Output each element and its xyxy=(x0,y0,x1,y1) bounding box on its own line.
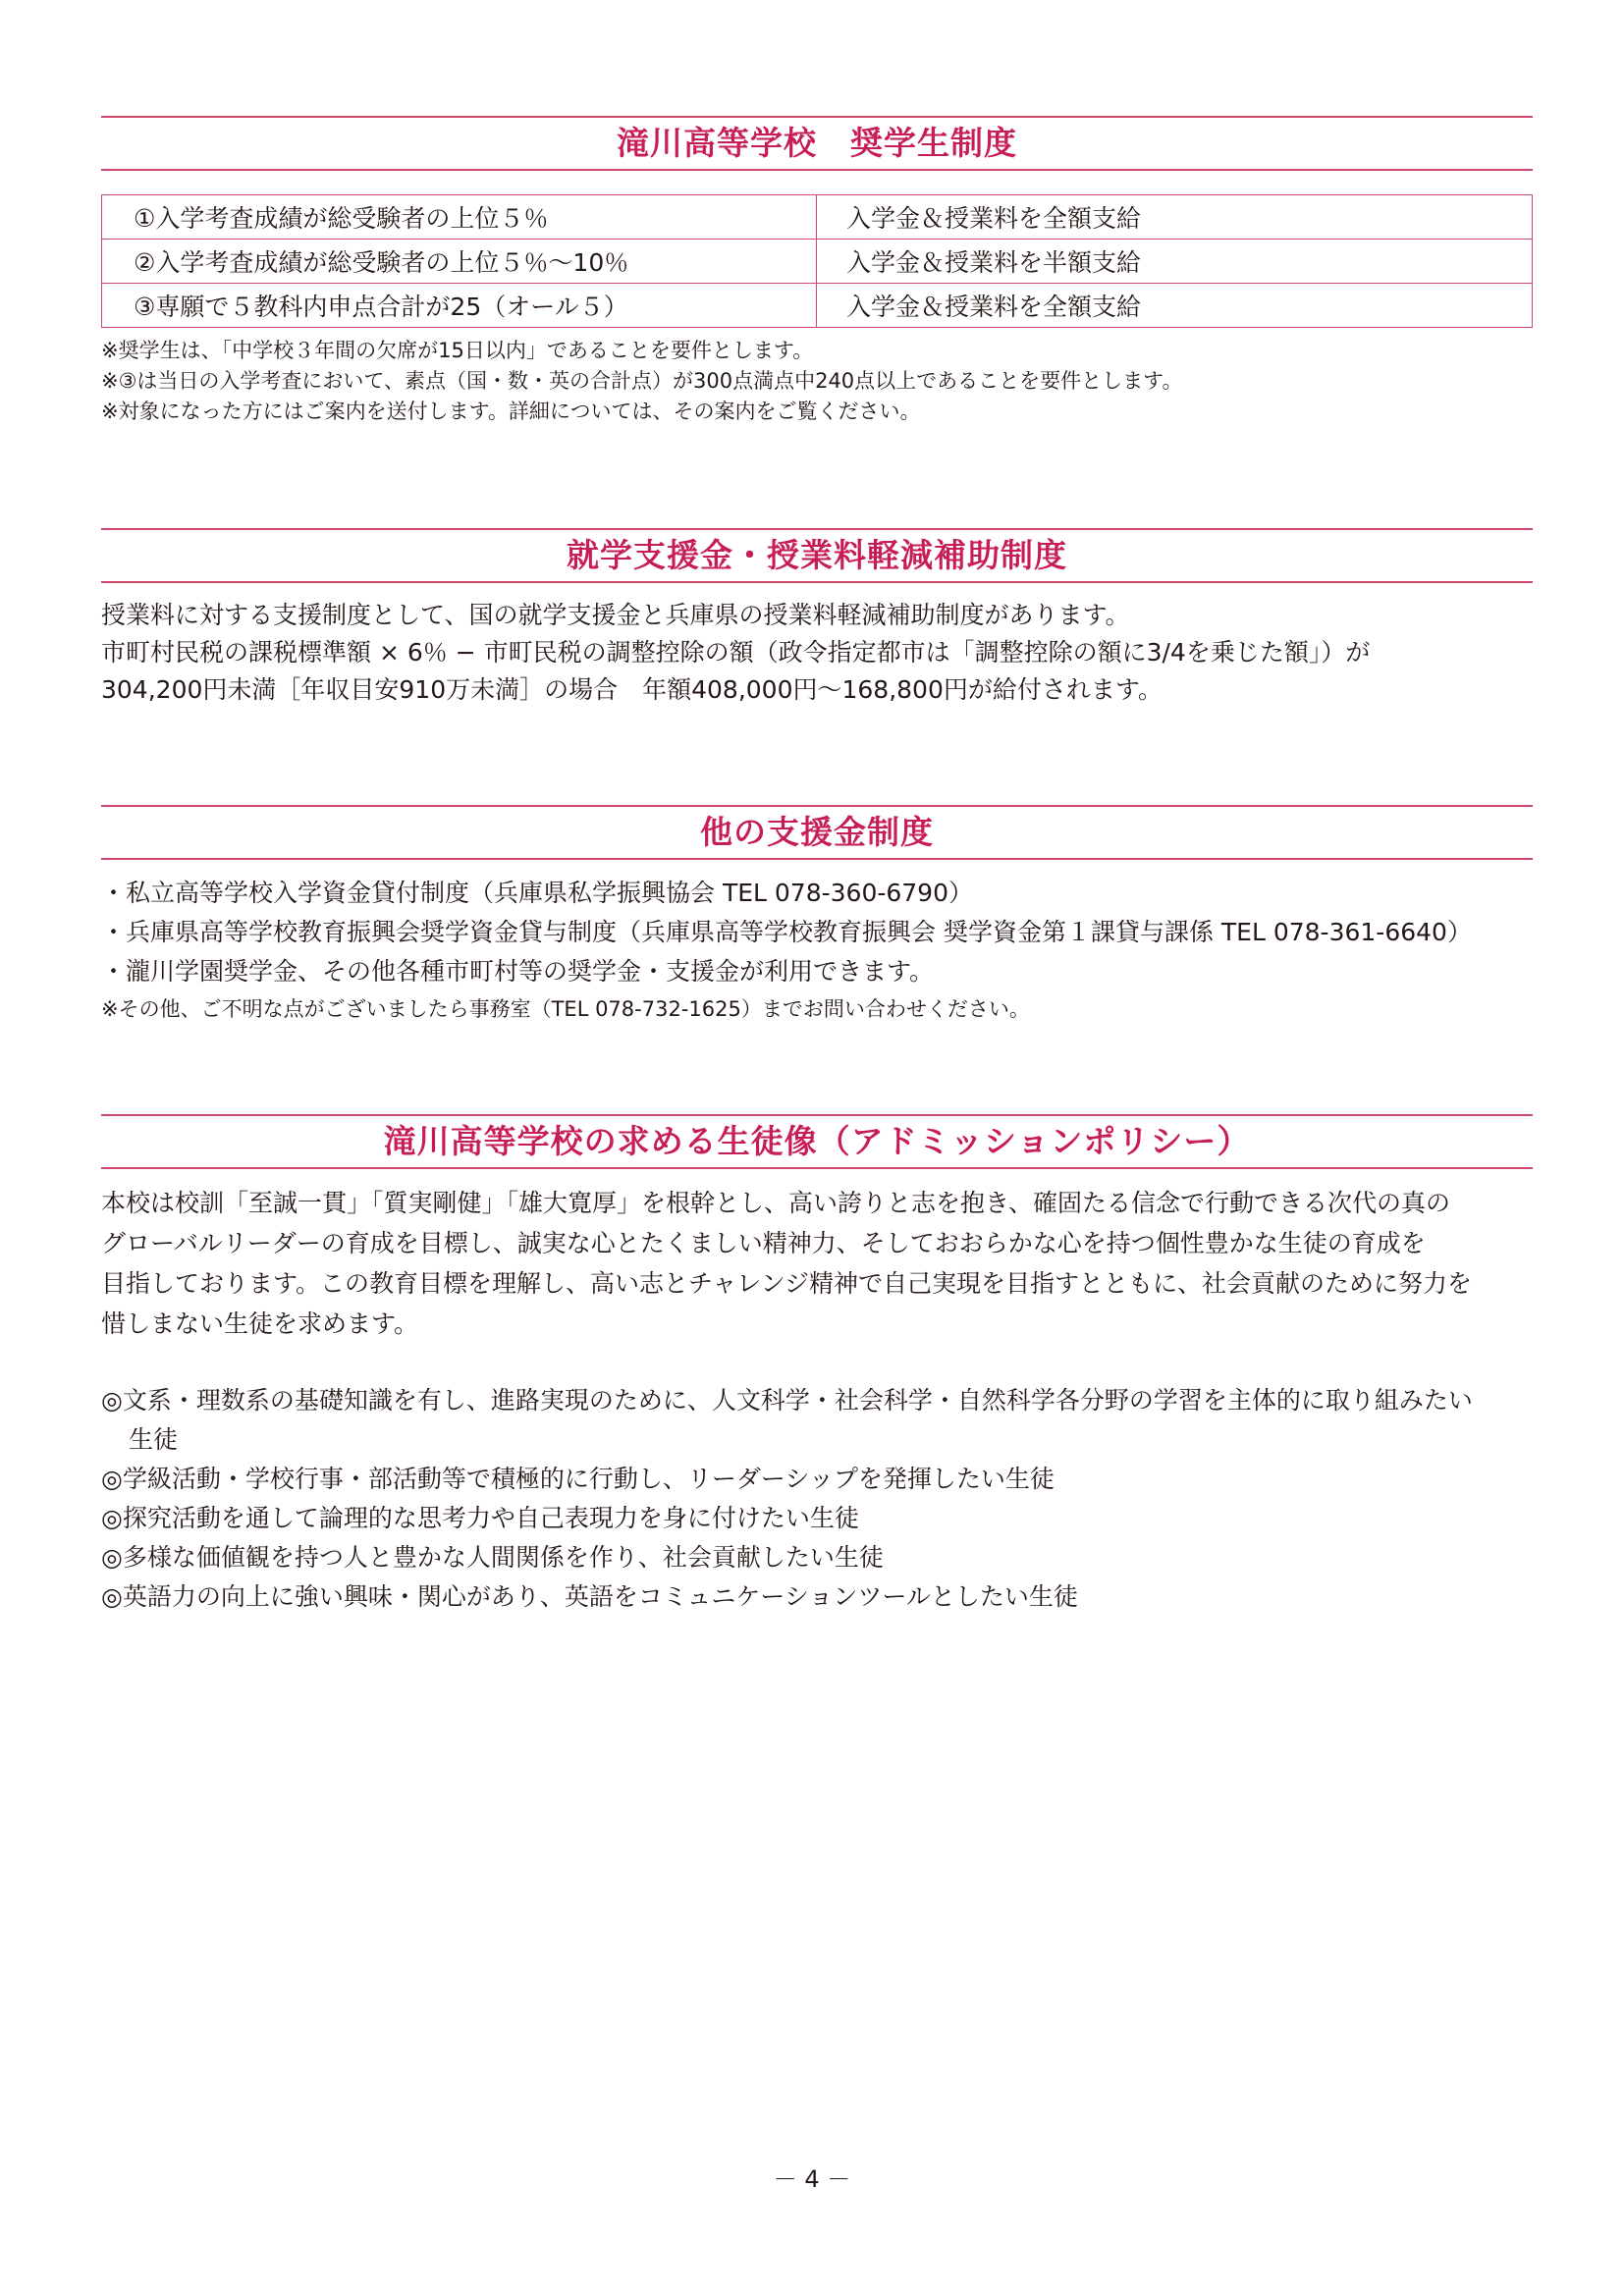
scholarship-note: ※奨学生は、「中学校３年間の欠席が15日以内」であることを要件とします。 xyxy=(101,339,814,362)
policy-item: ◎文系・理数系の基礎知識を有し、進路実現のために、人文科学・社会科学・自然科学各分野の学習を主体的に取り組みたい xyxy=(101,1386,1473,1415)
scholarship-note: ※対象になった方にはご案内を送付します。詳細については、その案内をご覧ください。 xyxy=(101,400,921,423)
scholarship-condition: ①入学考査成績が総受験者の上位５％ xyxy=(102,195,817,240)
policy-item: ◎学級活動・学校行事・部活動等で積極的に行動し、リーダーシップを発揮したい生徒 xyxy=(101,1465,1055,1493)
support-section xyxy=(101,528,1533,709)
policy-item: ◎探究活動を通して論理的な思考力や自己表現力を身に付けたい生徒 xyxy=(101,1504,859,1532)
table-row xyxy=(102,195,1533,240)
policy-item: ◎多様な価値観を持つ人と豊かな人間関係を作り、社会貢献したい生徒 xyxy=(101,1543,884,1572)
scholarship-condition: ②入学考査成績が総受験者の上位５％～10％ xyxy=(102,240,817,284)
support-line: 授業料に対する支援制度として、国の就学支援金と兵庫県の授業料軽減補助制度があります。 xyxy=(101,601,1130,629)
other-support-item: ・私立高等学校入学資金貸付制度（兵庫県私学振興協会 TEL 078-360-6790） xyxy=(101,879,973,907)
other-support-item: ・瀧川学園奨学金、その他各種市町村等の奨学金・支援金が利用できます。 xyxy=(101,957,935,986)
admission-policy-title: 滝川高等学校の求める生徒像（アドミッションポリシー） xyxy=(101,1114,1533,1169)
scholarship-benefit: 入学金＆授業料を半額支給 xyxy=(817,240,1533,284)
policy-intro-line: グローバルリーダーの育成を目標し、誠実な心とたくましい精神力、そしておおらかな心を持つ個性豊かな生徒の育成を xyxy=(101,1229,1426,1257)
other-support-section xyxy=(101,805,1533,1027)
scholarship-benefit: 入学金＆授業料を全額支給 xyxy=(817,284,1533,328)
scholarship-benefit: 入学金＆授業料を全額支給 xyxy=(817,195,1533,240)
table-row xyxy=(102,240,1533,284)
scholarship-section xyxy=(101,116,1533,427)
support-line: 304,200円未満［年収目安910万未満］の場合 年額408,000円～168,800円が給付されます。 xyxy=(101,675,1163,704)
support-title: 就学支援金・授業料軽減補助制度 xyxy=(101,528,1533,583)
policy-item: ◎英語力の向上に強い興味・関心があり、英語をコミュニケーションツールとしたい生徒 xyxy=(101,1582,1078,1611)
policy-intro-line: 目指しております。この教育目標を理解し、高い志とチャレンジ精神で自己実現を目指すとともに、社会貢献のために努力を xyxy=(101,1269,1473,1298)
page-number: － 4 － xyxy=(773,2165,851,2193)
scholarship-condition: ③専願で５教科内申点合計が25（オール５） xyxy=(102,284,817,328)
table-row xyxy=(102,284,1533,328)
policy-item: 生徒 xyxy=(129,1425,179,1454)
policy-intro-line: 本校は校訓「至誠一貫」「質実剛健」「雄大寛厚」を根幹とし、高い誇りと志を抱き、確固たる信念で行動できる次代の真の xyxy=(101,1189,1451,1217)
scholarship-note: ※③は当日の入学考査において、素点（国・数・英の合計点）が300点満点中240点以上であることを要件とします。 xyxy=(101,369,1183,393)
scholarship-title: 滝川高等学校 奨学生制度 xyxy=(101,116,1533,171)
policy-intro-line: 惜しまない生徒を求めます。 xyxy=(101,1309,419,1338)
scholarship-table xyxy=(101,194,1533,328)
other-support-note: ※その他、ご不明な点がございましたら事務室（TEL 078-732-1625）までお問い合わせください。 xyxy=(101,997,1030,1021)
admission-policy-section xyxy=(101,1114,1533,1617)
other-support-item: ・兵庫県高等学校教育振興会奨学資金貸与制度（兵庫県高等学校教育振興会 奨学資金第１課貸与課係 TEL 078-361-6640） xyxy=(101,918,1472,946)
other-support-title: 他の支援金制度 xyxy=(101,805,1533,860)
support-line: 市町村民税の課税標準額 × 6％ − 市町民税の調整控除の額（政令指定都市は「調整控除の額に3/4を乗じた額」）が xyxy=(101,638,1371,667)
